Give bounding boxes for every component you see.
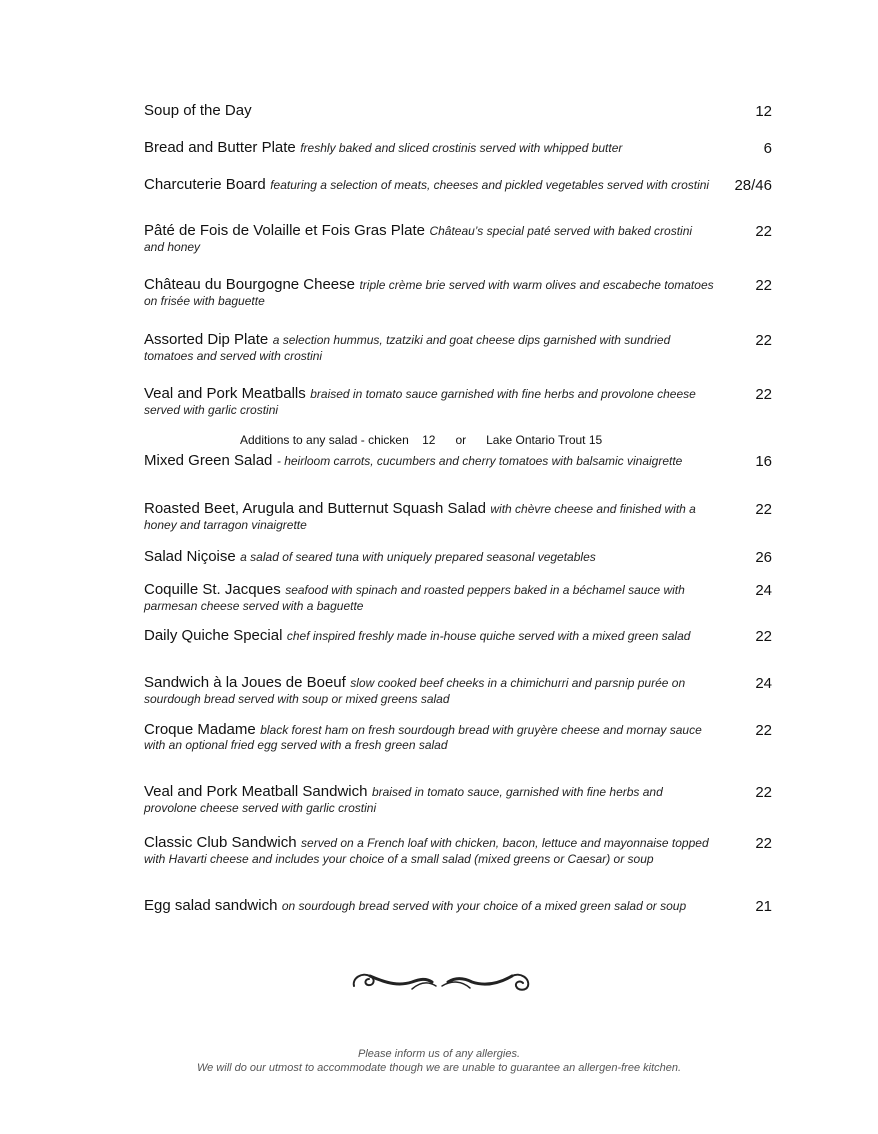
item-price: 22 <box>755 277 772 294</box>
menu-item <box>144 453 772 469</box>
item-name: Roasted Beet, Arugula and Butternut Squash Salad <box>144 500 486 517</box>
item-price: 24 <box>755 582 772 599</box>
item-description: triple crème brie served with warm olives and escabeche tomatoes on frisée with baguette <box>144 278 714 308</box>
item-price: 28/46 <box>734 177 772 194</box>
item-name: Coquille St. Jacques <box>144 581 281 598</box>
item-name: Assorted Dip Plate <box>144 331 269 348</box>
menu-item <box>144 386 772 418</box>
item-price: 22 <box>755 386 772 403</box>
menu-item <box>144 277 772 309</box>
item-description: seafood with spinach and roasted peppers baked in a béchamel sauce with parmesan cheese served with a baguette <box>144 583 685 613</box>
menu-item <box>144 332 772 364</box>
item-description: served on a French loaf with chicken, bacon, lettuce and mayonnaise topped with Havarti cheese and includes your choice of a small salad (mixed greens or Caesar) or soup <box>144 836 709 866</box>
item-description: on sourdough bread served with your choice of a mixed green salad or soup <box>281 899 687 913</box>
item-name: Egg salad sandwich <box>144 897 278 914</box>
item-name: Croque Madame <box>144 721 256 738</box>
item-price: 6 <box>763 140 772 157</box>
item-name: Charcuterie Board <box>144 176 266 193</box>
menu-item <box>144 898 772 914</box>
item-description: chef inspired freshly made in-house quiche served with a mixed green salad <box>286 629 691 643</box>
item-description: - heirloom carrots, cucumbers and cherry tomatoes with balsamic vinaigrette <box>276 454 683 468</box>
menu-item <box>144 177 772 193</box>
item-name: Sandwich à la Joues de Boeuf <box>144 674 346 691</box>
item-price: 22 <box>755 835 772 852</box>
item-description: braised in tomato sauce garnished with fine herbs and provolone cheese served with garlic crostini <box>144 387 696 417</box>
item-price: 22 <box>755 722 772 739</box>
item-price: 24 <box>755 675 772 692</box>
menu-item <box>144 722 772 753</box>
item-description: featuring a selection of meats, cheeses and pickled vegetables served with crostini <box>270 178 710 192</box>
item-name: Daily Quiche Special <box>144 627 283 644</box>
salad-additions-note: Additions to any salad - chicken 12 or Lake Ontario Trout 15 <box>240 433 603 447</box>
item-description: braised in tomato sauce, garnished with fine herbs and provolone cheese served with garlic crostini <box>144 785 663 815</box>
allergy-notice: Please inform us of any allergies. <box>357 1048 521 1060</box>
menu-item <box>144 103 772 118</box>
item-name: Mixed Green Salad <box>144 452 273 469</box>
menu-item <box>144 549 772 565</box>
item-description: black forest ham on fresh sourdough bread with gruyère cheese and mornay sauce <box>260 723 702 737</box>
item-price: 26 <box>755 549 772 566</box>
item-name: Bread and Butter Plate <box>144 139 296 156</box>
item-price: 22 <box>755 628 772 645</box>
item-name: Veal and Pork Meatball Sandwich <box>144 783 368 800</box>
flourish-ornament-icon <box>348 964 534 998</box>
item-name: Château du Bourgogne Cheese <box>144 276 355 293</box>
item-name: Veal and Pork Meatballs <box>144 385 306 402</box>
menu-item <box>144 501 772 533</box>
item-description: with chèvre cheese and finished with a honey and tarragon vinaigrette <box>144 502 696 532</box>
item-description: freshly baked and sliced crostinis served with whipped butter <box>300 141 623 155</box>
item-price: 22 <box>755 332 772 349</box>
allergy-disclaimer: We will do our utmost to accommodate though we are unable to guarantee an allergen-free kitchen. <box>196 1062 682 1074</box>
item-price: 22 <box>755 501 772 518</box>
menu-item <box>144 628 772 644</box>
item-price: 16 <box>755 453 772 470</box>
item-name: Classic Club Sandwich <box>144 834 297 851</box>
menu-item <box>144 784 772 816</box>
item-description: a salad of seared tuna with uniquely prepared seasonal vegetables <box>240 550 596 564</box>
item-description: Château’s special paté served with baked crostini and honey <box>144 224 693 254</box>
item-name: Pâté de Fois de Volaille et Fois Gras Plate <box>144 222 425 239</box>
menu-item <box>144 140 772 156</box>
menu-item <box>144 223 772 255</box>
item-name: Soup of the Day <box>144 102 252 119</box>
menu-item <box>144 835 772 867</box>
item-description: a selection hummus, tzatziki and goat cheese dips garnished with sundried tomatoes and served with crostini <box>144 333 671 363</box>
menu-item <box>144 675 772 707</box>
item-price: 12 <box>755 103 772 120</box>
item-description-extra: with an optional fried egg served with a fresh green salad <box>144 738 448 752</box>
item-description: slow cooked beef cheeks in a chimichurri and parsnip purée on sourdough bread served with soup or mixed greens salad <box>144 676 686 706</box>
item-price: 21 <box>755 898 772 915</box>
item-price: 22 <box>755 784 772 801</box>
item-name: Salad Niçoise <box>144 548 236 565</box>
item-price: 22 <box>755 223 772 240</box>
menu-item <box>144 582 772 614</box>
